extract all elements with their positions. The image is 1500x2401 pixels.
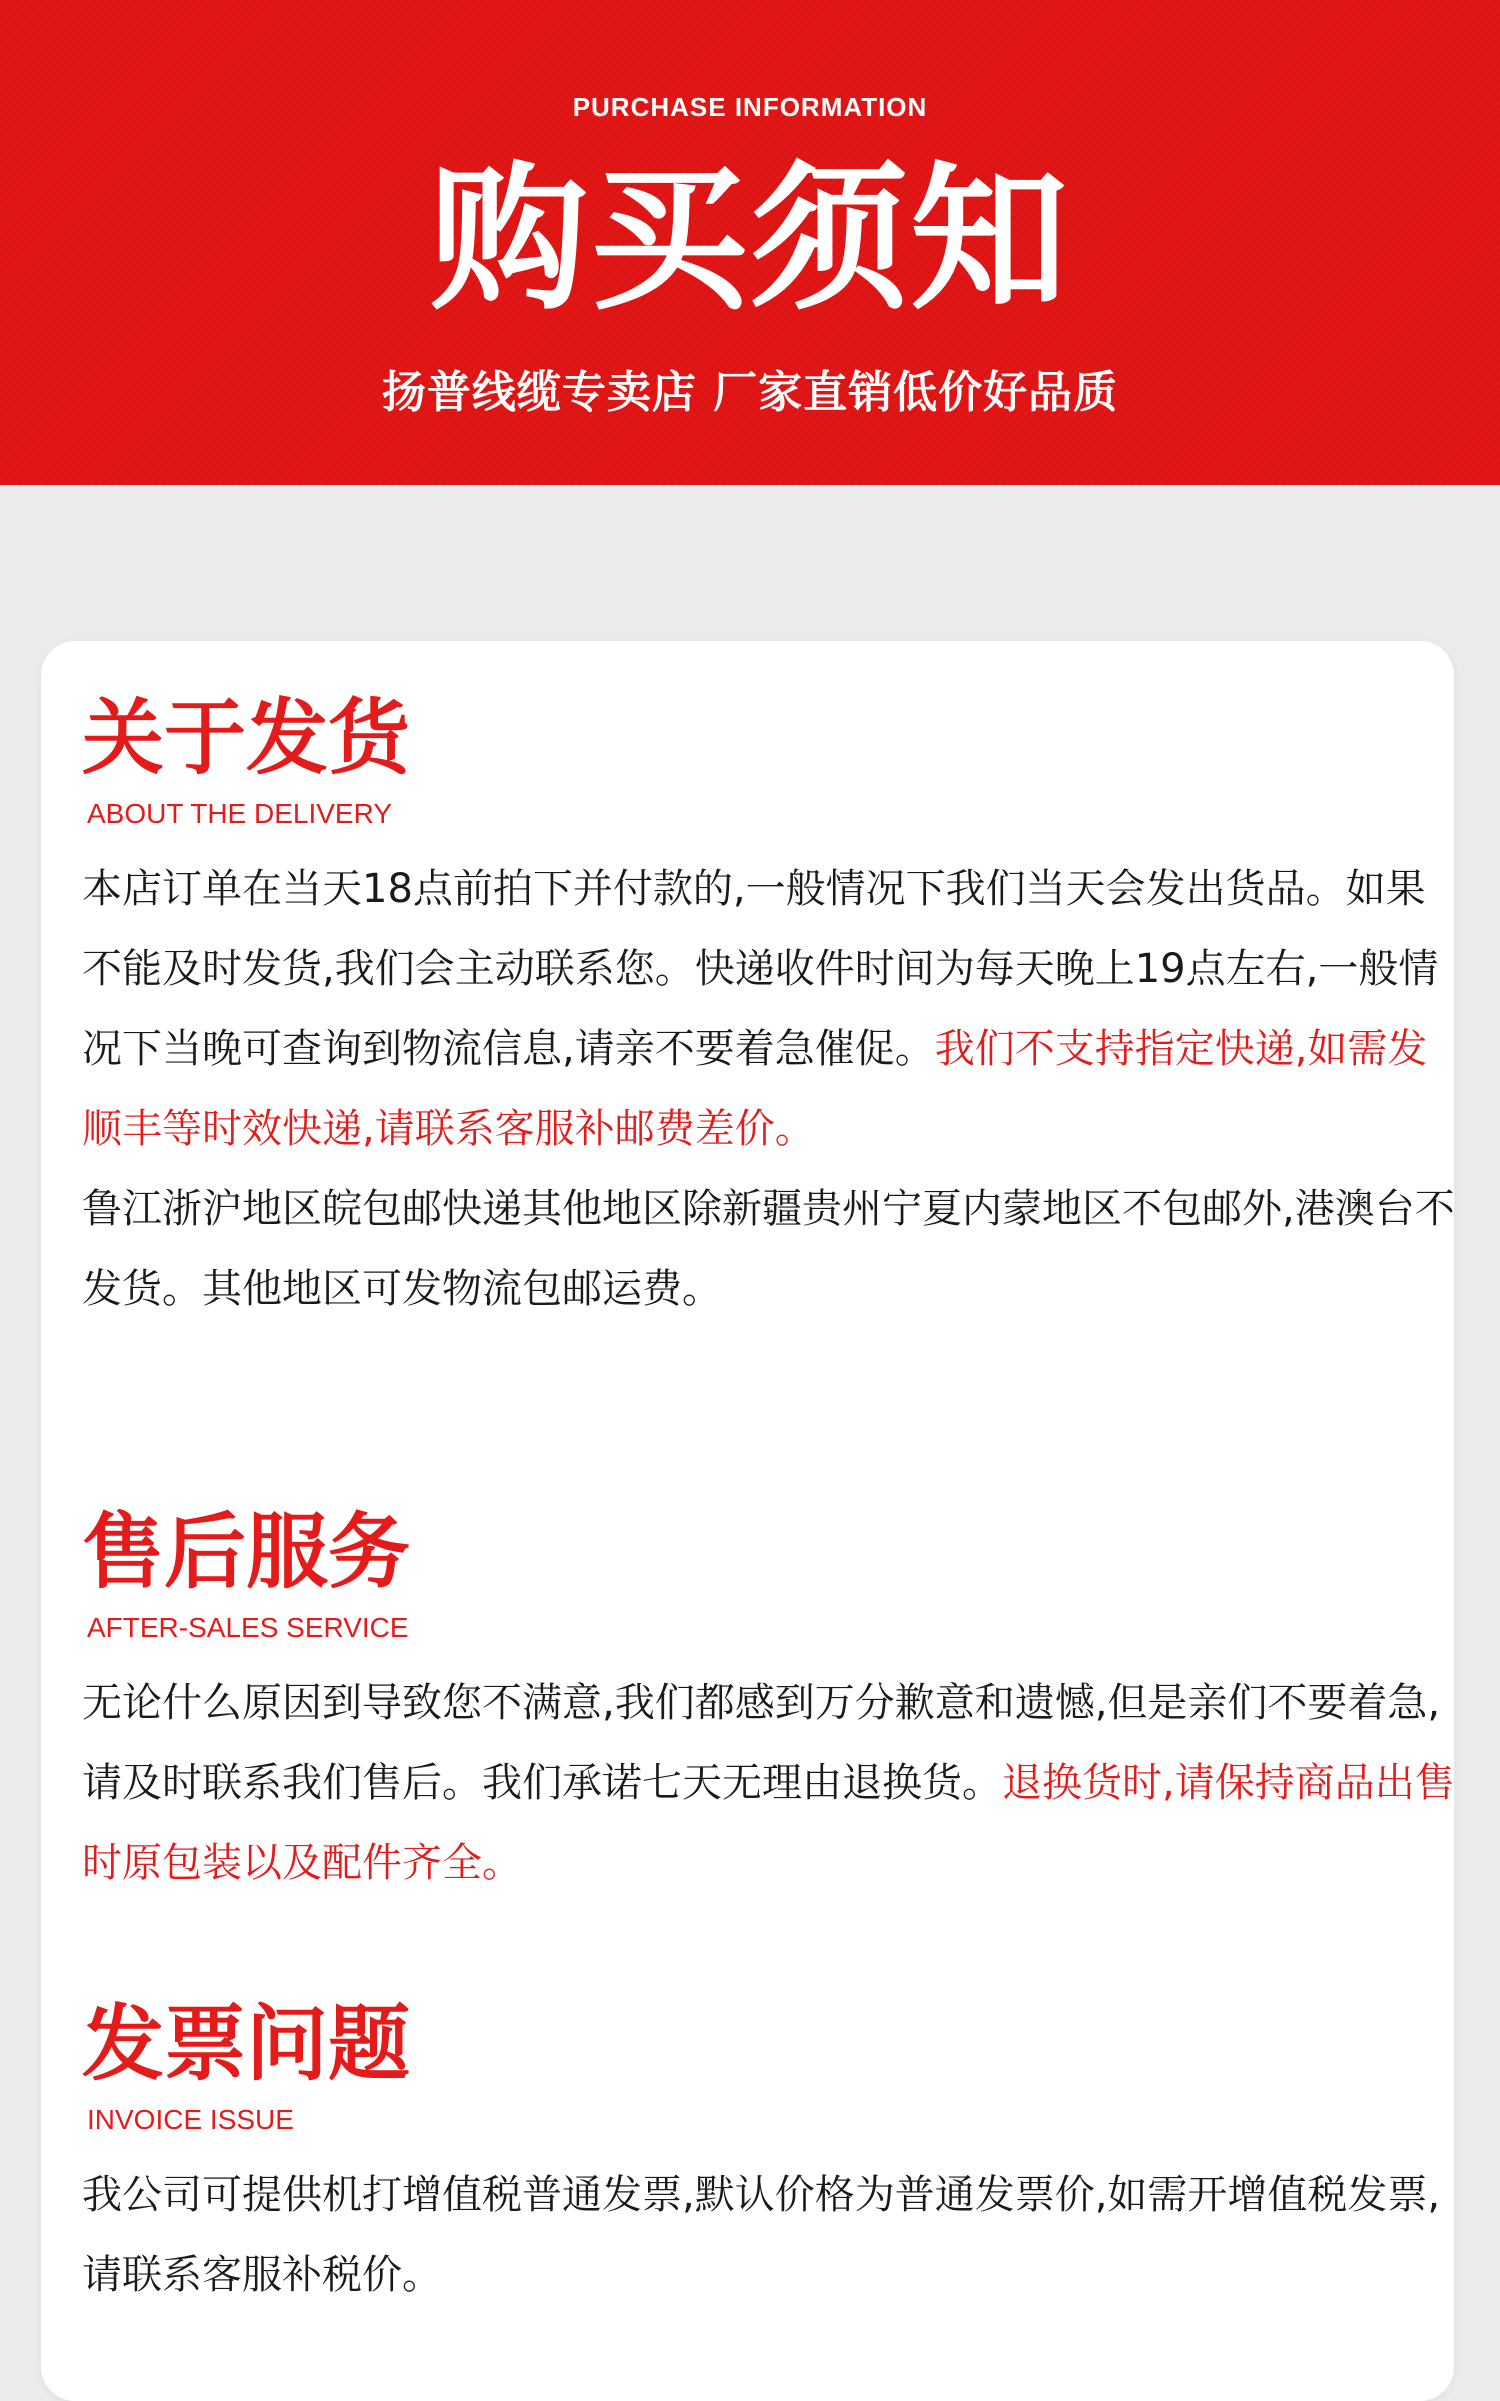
after-sales-text-highlight: 退换货时,请保持商品出售时原包装以及配件齐全。 bbox=[82, 1760, 1455, 1886]
info-card bbox=[41, 641, 1454, 2401]
delivery-shipping-region-text: 鲁江浙沪地区皖包邮快递其他地区除新疆贵州宁夏内蒙地区不包邮外,港澳台不发货。其他地区可发物流包邮运费。 bbox=[82, 1186, 1455, 1312]
banner-title: 购买须知 bbox=[430, 148, 1070, 332]
after-sales-text: 无论什么原因到导致您不满意,我们都感到万分歉意和遗憾,但是亲们不要着急,请及时联系我们售后。我们承诺七天无理由退换货。 bbox=[82, 1680, 1441, 1806]
banner-tagline: 扬普线缆专卖店 厂家直销低价好品质 bbox=[381, 367, 1119, 418]
invoice-title: 发票问题 bbox=[82, 1997, 411, 2092]
invoice-section bbox=[82, 1997, 1462, 2315]
after-sales-paragraph bbox=[82, 1663, 1462, 1903]
delivery-section bbox=[82, 691, 1462, 1329]
delivery-paragraph bbox=[82, 849, 1462, 1169]
delivery-title-en: ABOUT THE DELIVERY bbox=[87, 798, 392, 829]
delivery-text-highlight: 我们不支持指定快递,如需发顺丰等时效快递,请联系客服补邮费差价。 bbox=[82, 1026, 1428, 1152]
after-sales-title-en: AFTER-SALES SERVICE bbox=[87, 1612, 409, 1643]
after-sales-section bbox=[82, 1505, 1462, 1903]
invoice-text: 我公司可提供机打增值税普通发票,默认价格为普通发票价,如需开增值税发票,请联系客服补税价。 bbox=[82, 2172, 1441, 2298]
invoice-title-en: INVOICE ISSUE bbox=[87, 2104, 294, 2135]
header-banner bbox=[0, 0, 1500, 485]
delivery-title: 关于发货 bbox=[82, 691, 411, 786]
after-sales-title: 售后服务 bbox=[82, 1505, 411, 1600]
delivery-text: 本店订单在当天18点前拍下并付款的,一般情况下我们当天会发出货品。如果不能及时发货,我们会主动联系您。快递收件时间为每天晚上19点左右,一般情况下当晚可查询到物流信息,请亲不要着急催促。 bbox=[82, 866, 1439, 1072]
banner-subtitle-en: PURCHASE INFORMATION bbox=[572, 92, 928, 122]
